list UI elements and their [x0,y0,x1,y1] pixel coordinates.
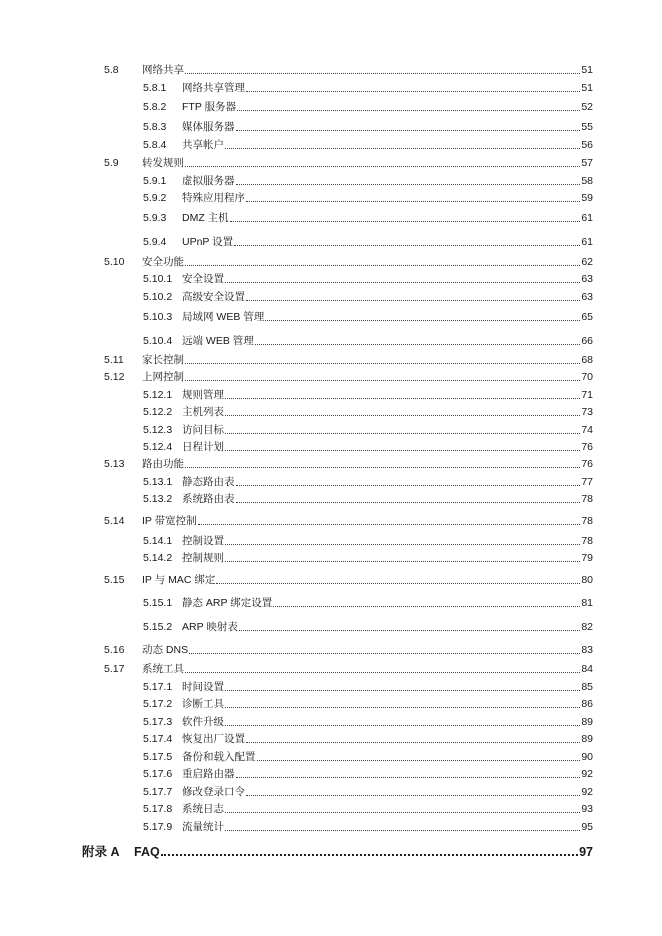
section-number: 5.17.3 [143,716,173,728]
section-title: 安全设置 [182,273,224,285]
page-number: 92 [581,786,593,798]
dot-leader [273,605,580,607]
toc-entry-5-17-6[interactable] [143,767,593,781]
dot-leader [185,165,580,167]
section-number: 5.15 [104,574,125,586]
page-number: 93 [581,803,593,815]
dot-leader [225,811,580,813]
section-number: 5.17.8 [143,803,173,815]
section-title: 媒体服务器 [182,121,235,133]
page-number: 73 [581,406,593,418]
section-title: 远端 WEB 管理 [182,335,254,347]
toc-entry-5-17-4[interactable] [143,732,593,746]
section-title: 动态 DNS [142,644,189,656]
page-number: 90 [581,751,593,763]
section-title: 特殊应用程序 [182,192,245,204]
page-number: 51 [581,64,593,76]
page-number: 63 [581,273,593,285]
section-title: 静态路由表 [182,476,235,488]
section-title: 流量统计 [182,821,224,833]
section-title: 网络共享管理 [182,82,245,94]
page-number: 95 [581,821,593,833]
page-number: 97 [579,845,593,859]
section-number: 5.17.2 [143,698,173,710]
toc-entry-5-12-3[interactable] [143,423,593,437]
page-number: 51 [581,82,593,94]
dot-leader [265,319,580,321]
section-number: 5.17 [104,663,125,675]
toc-entry-5-17[interactable] [104,662,593,676]
toc-entry-5-13[interactable] [104,457,593,471]
toc-entry-5-9-2[interactable] [143,191,593,205]
section-number: 5.13.1 [143,476,173,488]
page-number: 66 [581,335,593,347]
section-title: 系统日志 [182,803,224,815]
toc-entry-5-12-4[interactable] [143,440,593,454]
toc-entry-5-17-7[interactable] [143,785,593,799]
dot-leader [225,689,580,691]
dot-leader [225,829,580,831]
section-title: 静态 ARP 绑定设置 [182,597,273,609]
page-number: 80 [581,574,593,586]
toc-entry-5-12[interactable] [104,370,593,384]
dot-leader [225,706,580,708]
toc-entry-5-17-8[interactable] [143,802,593,816]
section-number: 5.8.2 [143,101,167,113]
dot-leader [257,759,581,761]
section-title: 局域网 WEB 管理 [182,311,265,323]
section-number: 5.9.4 [143,236,167,248]
page-number: 57 [581,157,593,169]
section-number: 附录 A [82,845,120,859]
toc-entry-5-17-9[interactable] [143,820,593,834]
toc-entry-5-8-1[interactable] [143,81,593,95]
page-number: 71 [581,389,593,401]
section-number: 5.17.7 [143,786,173,798]
section-number: 5.17.9 [143,821,173,833]
section-number: 5.17.6 [143,768,173,780]
section-title: 转发规则 [142,157,184,169]
section-number: 5.12.3 [143,424,173,436]
dot-leader [236,129,581,131]
dot-leader [239,629,580,631]
page-number: 78 [581,515,593,527]
page-number: 76 [581,441,593,453]
section-number: 5.9.2 [143,192,167,204]
dot-leader [225,147,580,149]
section-title: IP 带宽控制 [142,515,197,527]
dot-leader [198,523,581,525]
page-number: 84 [581,663,593,675]
section-title: 系统工具 [142,663,184,675]
section-number: 5.10.1 [143,273,173,285]
page-number: 92 [581,768,593,780]
dot-leader [185,72,580,74]
dot-leader [246,200,580,202]
section-number: 5.17.5 [143,751,173,763]
section-title: ARP 映射表 [182,621,238,633]
dot-leader [185,362,580,364]
dot-leader [236,484,581,486]
section-title: 时间设置 [182,681,224,693]
toc-entry-5-9-4[interactable] [143,235,593,249]
toc-entry-5-12-2[interactable] [143,405,593,419]
section-title: 安全功能 [142,256,184,268]
section-number: 5.15.1 [143,597,173,609]
toc-entry-5-15-1[interactable] [143,596,593,610]
section-number: 5.11 [104,354,124,366]
toc-entry-5-10-4[interactable] [143,334,593,348]
page-number: 58 [581,175,593,187]
toc-entry-appendix-a[interactable] [82,844,593,860]
page-number: 78 [581,535,593,547]
toc-entry-5-14-1[interactable] [143,534,593,548]
dot-leader [161,853,578,856]
page-number: 82 [581,621,593,633]
page-number: 79 [581,552,593,564]
page-number: 55 [581,121,593,133]
dot-leader [225,281,580,283]
toc-entry-5-16[interactable] [104,643,593,657]
section-title: FTP 服务器 [182,101,237,113]
section-number: 5.12 [104,371,125,383]
section-title: 虚拟服务器 [182,175,235,187]
section-number: 5.9 [104,157,119,169]
page-number: 52 [581,101,593,113]
toc-entry-5-10-1[interactable] [143,272,593,286]
section-title: DMZ 主机 [182,212,229,224]
section-title: 高级安全设置 [182,291,245,303]
section-title: 修改登录口令 [182,786,245,798]
dot-leader [185,671,580,673]
page-number: 77 [581,476,593,488]
toc-entry-5-13-1[interactable] [143,475,593,489]
section-number: 5.9.3 [143,212,167,224]
page-number: 63 [581,291,593,303]
toc-entry-5-8-3[interactable] [143,120,593,134]
section-title: UPnP 设置 [182,236,234,248]
dot-leader [230,220,581,222]
dot-leader [225,724,580,726]
section-title: 软件升级 [182,716,224,728]
toc-entry-5-14[interactable] [104,514,593,528]
toc-entry-5-8-2[interactable] [143,100,593,114]
page-number: 85 [581,681,593,693]
section-title: 恢复出厂设置 [182,733,245,745]
section-title: 家长控制 [142,354,184,366]
dot-leader [255,343,581,345]
dot-leader [246,90,580,92]
section-number: 5.8 [104,64,119,76]
section-number: 5.12.1 [143,389,173,401]
section-title: 控制规则 [182,552,224,564]
section-title: 规则管理 [182,389,224,401]
section-title: 日程计划 [182,441,224,453]
section-number: 5.14.1 [143,535,173,547]
toc-entry-5-10-3[interactable] [143,310,593,324]
toc-entry-5-15[interactable] [104,573,593,587]
section-title: 诊断工具 [182,698,224,710]
dot-leader [225,397,580,399]
section-number: 5.13 [104,458,125,470]
toc-entry-5-17-2[interactable] [143,697,593,711]
page-number: 68 [581,354,593,366]
dot-leader [185,466,580,468]
section-number: 5.14 [104,515,125,527]
dot-leader [237,109,580,111]
section-number: 5.14.2 [143,552,173,564]
dot-leader [225,449,580,451]
page-number: 65 [581,311,593,323]
section-number: 5.10.4 [143,335,173,347]
page-number: 59 [581,192,593,204]
page-number: 70 [581,371,593,383]
section-title: 备份和载入配置 [182,751,256,763]
section-number: 5.8.1 [143,82,167,94]
dot-leader [189,652,580,654]
section-title: 控制设置 [182,535,224,547]
toc-entry-5-17-3[interactable] [143,715,593,729]
dot-leader [185,264,580,266]
section-title: 路由功能 [142,458,184,470]
page-number: 61 [581,236,593,248]
page-number: 56 [581,139,593,151]
section-number: 5.12.2 [143,406,173,418]
dot-leader [225,560,580,562]
section-number: 5.9.1 [143,175,167,187]
page-number: 74 [581,424,593,436]
section-title: 系统路由表 [182,493,235,505]
toc-entry-5-11[interactable] [104,353,593,367]
toc-entry-5-15-2[interactable] [143,620,593,634]
toc-entry-5-12-1[interactable] [143,388,593,402]
section-number: 5.15.2 [143,621,173,633]
toc-entry-5-10-2[interactable] [143,290,593,304]
page-number: 81 [581,597,593,609]
dot-leader [225,543,580,545]
page-number: 78 [581,493,593,505]
section-title: 上网控制 [142,371,184,383]
page-number: 89 [581,733,593,745]
toc-entry-5-9-1[interactable] [143,174,593,188]
section-title: 重启路由器 [182,768,235,780]
toc-entry-5-9[interactable] [104,156,593,170]
toc-entry-5-8-4[interactable] [143,138,593,152]
page-number: 76 [581,458,593,470]
toc-entry-5-17-1[interactable] [143,680,593,694]
dot-leader [225,432,580,434]
section-title: IP 与 MAC 绑定 [142,574,216,586]
section-title: 共享帐户 [182,139,224,151]
toc-entry-5-13-2[interactable] [143,492,593,506]
section-number: 5.10.2 [143,291,173,303]
dot-leader [225,414,580,416]
toc-entry-5-9-3[interactable] [143,211,593,225]
toc-entry-5-17-5[interactable] [143,750,593,764]
section-number: 5.17.1 [143,681,173,693]
dot-leader [216,582,580,584]
section-title: FAQ [134,845,160,859]
page-number: 62 [581,256,593,268]
toc-entry-5-14-2[interactable] [143,551,593,565]
section-number: 5.12.4 [143,441,173,453]
dot-leader [246,794,580,796]
section-number: 5.8.3 [143,121,167,133]
dot-leader [236,501,581,503]
page-number: 61 [581,212,593,224]
dot-leader [246,299,580,301]
section-number: 5.10 [104,256,125,268]
page-number: 86 [581,698,593,710]
dot-leader [234,244,580,246]
dot-leader [185,379,580,381]
section-number: 5.17.4 [143,733,173,745]
dot-leader [236,183,581,185]
section-number: 5.13.2 [143,493,173,505]
section-title: 主机列表 [182,406,224,418]
toc-entry-5-8[interactable] [104,63,593,77]
section-number: 5.10.3 [143,311,173,323]
section-title: 访问目标 [182,424,224,436]
dot-leader [246,741,580,743]
dot-leader [236,776,581,778]
page-number: 89 [581,716,593,728]
toc-entry-5-10[interactable] [104,255,593,269]
section-title: 网络共享 [142,64,184,76]
section-number: 5.16 [104,644,125,656]
section-number: 5.8.4 [143,139,167,151]
page-number: 83 [581,644,593,656]
